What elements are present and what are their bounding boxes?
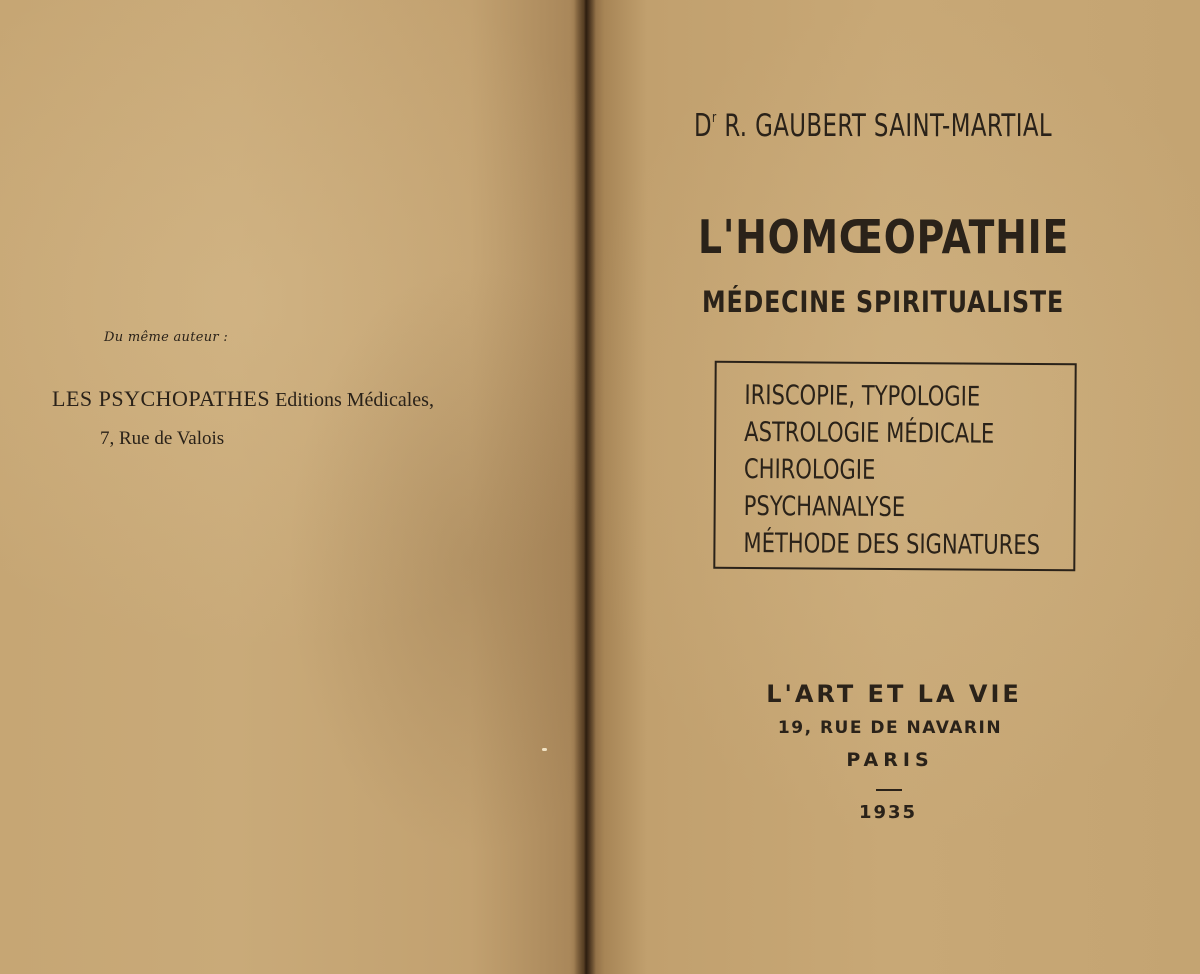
book-title: L'HOMŒOPATHIE <box>698 210 1070 264</box>
book-subtitle: MÉDECINE SPIRITUALISTE <box>702 285 1065 319</box>
author-name <box>694 108 1052 144</box>
year-divider <box>876 789 902 791</box>
topics-box <box>713 361 1076 572</box>
publisher-address: 19, RUE DE NAVARIN <box>777 718 1003 738</box>
author-prefix-sup: r <box>712 110 717 126</box>
other-work-title: LES PSYCHOPATHES <box>52 386 271 411</box>
other-work-line <box>52 386 434 412</box>
left-page <box>0 0 588 974</box>
author-full-name: R. GAUBERT SAINT-MARTIAL <box>724 108 1053 144</box>
topic-item: MÉTHODE DES SIGNATURES <box>743 527 1041 562</box>
other-work-address: 7, Rue de Valois <box>100 428 225 449</box>
publication-year: 1935 <box>858 802 918 823</box>
publisher-name: L'ART ET LA VIE <box>766 680 1022 708</box>
right-page <box>586 0 1200 974</box>
topic-item: PSYCHANALYSE <box>743 490 906 524</box>
paper-fleck <box>542 748 547 751</box>
author-prefix: D <box>694 108 713 144</box>
other-work-publisher: Editions Médicales, <box>275 389 434 411</box>
book-gutter <box>574 0 596 974</box>
topic-item: IRISCOPIE, TYPOLOGIE <box>744 379 981 413</box>
topics-list <box>743 377 1125 565</box>
topic-item: CHIROLOGIE <box>743 453 876 486</box>
by-same-author-heading: Du même auteur : <box>104 330 229 345</box>
publisher-city: PARIS <box>846 749 934 771</box>
topic-item: ASTROLOGIE MÉDICALE <box>744 416 995 450</box>
